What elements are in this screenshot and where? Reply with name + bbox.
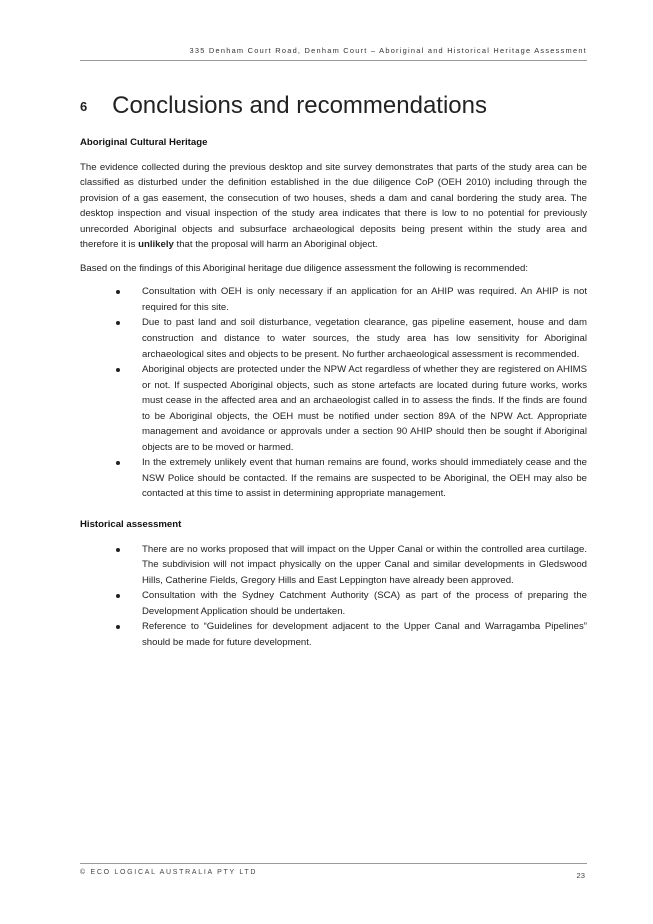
historical-heading: Historical assessment	[80, 519, 182, 531]
section-title	[80, 84, 487, 121]
section-spacer	[80, 510, 587, 517]
bullet-icon	[116, 321, 120, 325]
section-title-text: Conclusions and recommendations	[112, 92, 487, 119]
bullet-icon	[116, 625, 120, 629]
list-item-text: Consultation with the Sydney Catchment Authority (SCA) as part of the process of preparing the Development Application should be undertaken.	[142, 590, 587, 617]
list-item-text: In the extremely unlikely event that human remains are found, works should immediately cease and the NSW Police should be contacted. If the remains are suspected to be Aboriginal, the OEH may also be contacted at this time to assist in determining appropriate management.	[142, 457, 587, 500]
list-item-text: Reference to “Guidelines for development adjacent to the Upper Canal and Warragamba Pipelines” should be made for future development.	[142, 621, 587, 648]
main-content	[80, 135, 587, 658]
list-item	[80, 455, 587, 502]
recommendation-lead: Based on the findings of this Aboriginal heritage due diligence assessment the following is recommended:	[80, 262, 528, 274]
header-divider	[80, 60, 587, 61]
bullet-icon	[116, 290, 120, 294]
bullet-icon	[116, 368, 120, 372]
aboriginal-heading: Aboriginal Cultural Heritage	[80, 137, 208, 148]
list-item-text: Consultation with OEH is only necessary if an application for an AHIP was required. An AHIP is not required for this site.	[142, 286, 587, 313]
section-number: 6	[80, 99, 88, 114]
list-item	[80, 588, 587, 619]
intro-emphasis: unlikely	[138, 239, 174, 251]
list-item	[80, 619, 587, 650]
intro-text-start: The evidence collected during the previous desktop and site survey demonstrates that parts of the study area can be classified as disturbed under the definition established in the due diligence CoP (OEH 2010) including through the provision of a gas easement, the consecution of two houses, sheds a dam and canal bordering the study area. The desktop inspection and visual inspection of the study area indicates that there is low to no potential for previously unrecorded Aboriginal objects and subsurface archaeological deposits being present within the study area and therefore it is	[80, 161, 587, 251]
intro-text-end: that the proposal will harm an Aboriginal object.	[173, 239, 378, 251]
list-item	[80, 362, 587, 455]
list-item-text: Due to past land and soil disturbance, vegetation clearance, gas pipeline easement, house and dam construction and distance to water sources, the study area has low sensitivity for Aboriginal archaeological sites and objects to be present. No further archaeological assessment is recommended.	[142, 317, 587, 360]
aboriginal-intro-paragraph	[80, 160, 587, 253]
list-item	[80, 284, 587, 315]
list-item-text: Aboriginal objects are protected under the NPW Act regardless of whether they are registered on AHIMS or not. If suspected Aboriginal objects, such as stone artefacts are located during future works, works must cease in the affected area and an archaeologist called in to assess the finds. If the finds are found to be Aboriginal objects, the OEH must be notified under section 89A of the NPW Act. Appropriate management and avoidance or approvals under a section 90 AHIP should then be sought if Aboriginal objects are to be moved or harmed.	[142, 364, 587, 453]
aboriginal-recommendations-list	[80, 284, 587, 502]
page-number: 23	[576, 871, 585, 880]
list-item	[80, 542, 587, 589]
bullet-icon	[116, 594, 120, 598]
bullet-icon	[116, 461, 120, 465]
historical-recommendations-list	[80, 542, 587, 651]
bullet-icon	[116, 548, 120, 552]
running-header: 335 Denham Court Road, Denham Court – Aboriginal and Historical Heritage Assessment	[189, 46, 587, 55]
footer-company: © ECO LOGICAL AUSTRALIA PTY LTD	[80, 869, 258, 876]
list-item-text: There are no works proposed that will impact on the Upper Canal or within the controlled area curtilage. The subdivision will not impact physically on the upper Canal and similar developments in Gledswood Hills, Catherine Fields, Gregory Hills and East Leppington have already been approved.	[142, 543, 587, 586]
footer-divider	[80, 863, 587, 864]
list-item	[80, 315, 587, 362]
